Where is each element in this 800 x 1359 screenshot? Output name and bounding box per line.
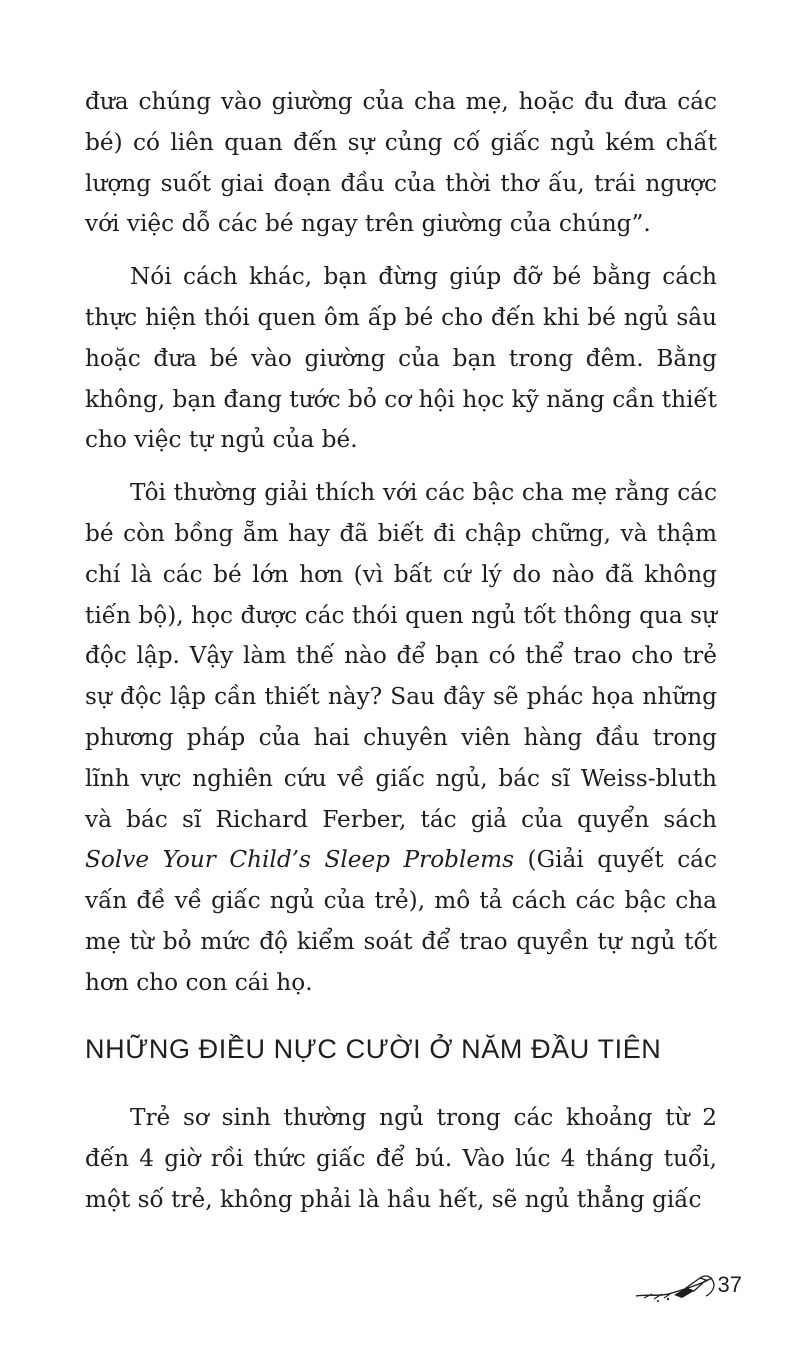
fountain-pen-ornament-icon bbox=[634, 1272, 716, 1302]
section-heading: NHỮNG ĐIỀU NỰC CƯỜI Ở NĂM ĐẦU TIÊN bbox=[85, 1034, 662, 1064]
section-paragraph: Trẻ sơ sinh thường ngủ trong các khoảng từ 2 đến 4 giờ rồi thức giấc để bú. Vào lúc 4 tháng tuổi, một số trẻ, không phải là hầu hết, sẽ ngủ thẳng giấc bbox=[85, 1104, 717, 1213]
body-text bbox=[85, 82, 717, 1004]
section-body bbox=[85, 1098, 717, 1220]
paragraph-2: Nói cách khác, bạn đừng giúp đỡ bé bằng cách thực hiện thói quen ôm ấp bé cho đến khi bé ngủ sâu hoặc đưa bé vào giường của bạn trong đêm. Bằng không, bạn đang tước bỏ cơ hội học kỹ năng cần thiết cho việc tự ngủ của bé. bbox=[85, 263, 717, 454]
paragraph-3 bbox=[85, 473, 717, 1003]
paragraph-1: đưa chúng vào giường của cha mẹ, hoặc đu đưa các bé) có liên quan đến sự củng cố giấc ngủ kém chất lượng suốt giai đoạn đầu của thời thơ ấu, trái ngược với việc dỗ các bé ngay trên giường của chúng”. bbox=[85, 88, 717, 238]
page-footer bbox=[634, 1262, 742, 1302]
book-title: Solve Your Child’s Sleep Problems bbox=[85, 846, 515, 874]
paragraph-3-before: Tôi thường giải thích với các bậc cha mẹ rằng các bé còn bồng ẵm hay đã biết đi chập chững, và thậm chí là các bé lớn hơn (vì bất cứ lý do nào đã không tiến bộ), học được các thói quen ngủ tốt thông qua sự độc lập. Vậy làm thế nào để bạn có thể trao cho trẻ sự độc lập cần thiết này? Sau đây sẽ phác họa những phương pháp của hai chuyên viên hàng đầu trong lĩnh vực nghiên cứu về giấc ngủ, bác sĩ Weiss-bluth và bác sĩ Richard Ferber, tác giả của quyển sách bbox=[85, 479, 717, 833]
paragraph-3-after: (Giải quyết các vấn đề về giấc ngủ của trẻ), mô tả cách các bậc cha mẹ từ bỏ mức độ kiểm soát để trao quyền tự ngủ tốt hơn cho con cái họ. bbox=[85, 846, 717, 996]
page-number: 37 bbox=[717, 1272, 742, 1297]
